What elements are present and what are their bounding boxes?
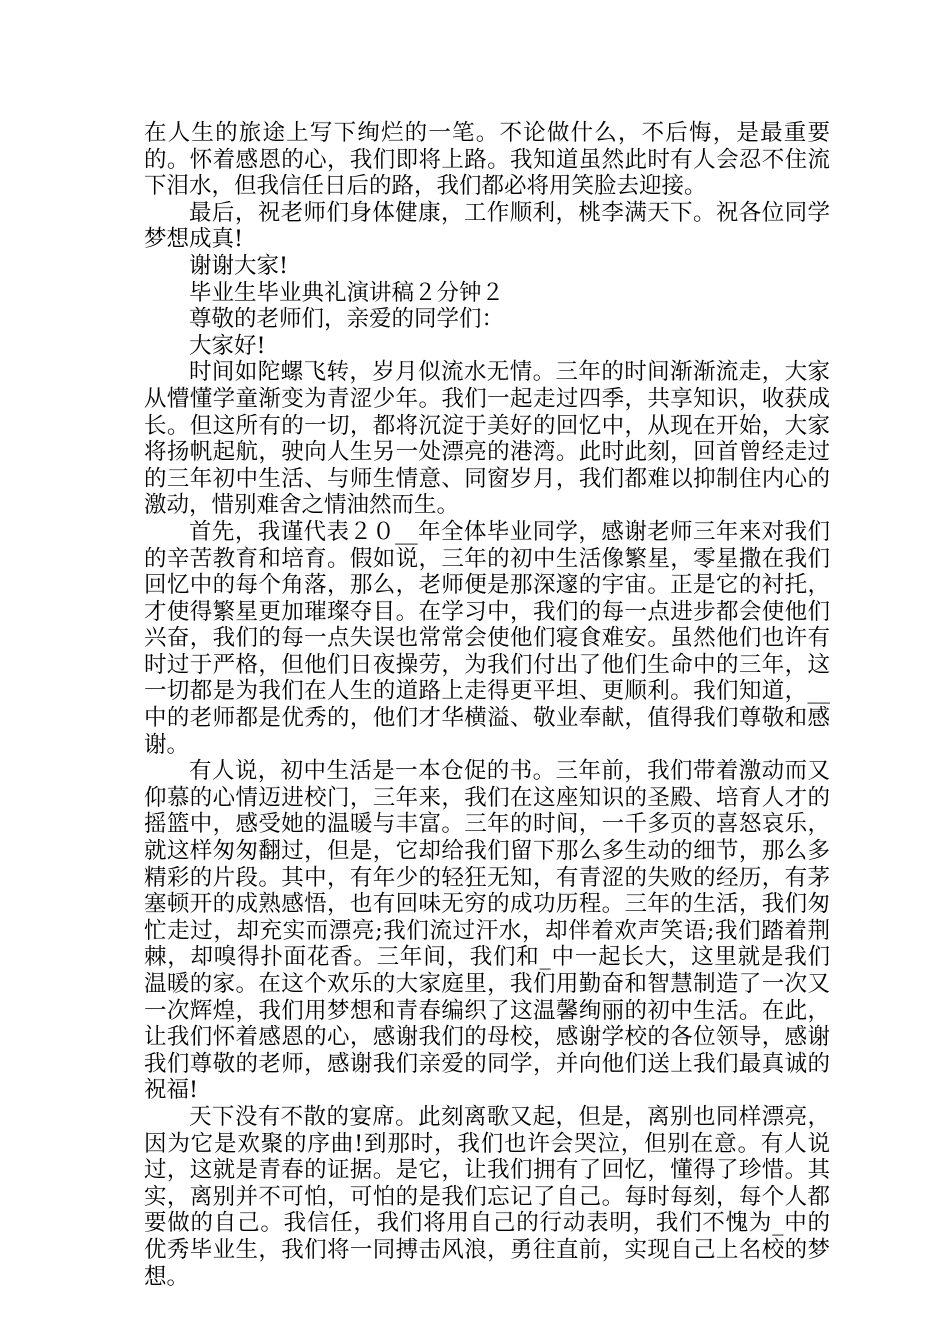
paragraph-10: 天下没有不散的宴席。此刻离歌又起，但是，离别也同样漂亮，因为它是欢聚的序曲!到那时，我们也许会哭泣，但别在意。有人说过，这就是青春的证据。是它，让我们拥有了回忆，懂得了珍惜。其实，离别并不可怕，可怕的是我们忘记了自己。每时每刻，每个人都要做的自己。我信任，我们将用自己的行动表明，我们不愧为_中的优秀毕业生，我们将一同搏击风浪，勇往直前，实现自己上名校的梦想。 [144,1103,830,1290]
document-body [144,120,830,1290]
paragraph-8: 首先，我谨代表２０__年全体毕业同学，感谢老师三年来对我们的辛苦教育和培育。假如说，三年的初中生活像繁星，零星撒在我们回忆中的每个角落，那么，老师便是那深邃的宇宙。正是它的衬托，才使得繁星更加璀璨夺目。在学习中，我们的每一点进步都会使他们兴奋，我们的每一点失误也常常会使他们寝食难安。虽然他们也许有时过于严格，但他们日夜操劳，为我们付出了他们生命中的三年，这一切都是为我们在人生的道路上走得更平坦、更顺利。我们知道，__中的老师都是优秀的，他们才华横溢、敬业奉献，值得我们尊敬和感谢。 [144,518,830,758]
paragraph-1: 在人生的旅途上写下绚烂的一笔。不论做什么，不后悔，是最重要的。怀着感恩的心，我们即将上路。我知道虽然此时有人会忍不住流下泪水，但我信任日后的路，我们都必将用笑脸去迎接。 [144,120,830,200]
paragraph-greeting: 大家好! [189,332,266,359]
paragraph-3: 谢谢大家! [189,252,289,279]
paragraph-7: 时间如陀螺飞转，岁月似流水无情。三年的时间渐渐流走，大家从懵懂学童渐变为青涩少年。我们一起走过四季，共享知识，收获成长。但这所有的一切，都将沉淀于美好的回忆中，从现在开始，大家将扬帆起航，驶向人生另一处漂亮的港湾。此时此刻，回首曾经走过的三年初中生活、与师生情意、同窗岁月，我们都难以抑制住内心的激动，惜别难舍之情油然而生。 [144,359,830,519]
paragraph-title: 毕业生毕业典礼演讲稿２分钟２ [189,279,505,306]
paragraph-2: 最后，祝老师们身体健康，工作顺利，桃李满天下。祝各位同学梦想成真! [144,199,830,253]
paragraph-salutation: 尊敬的老师们，亲爱的同学们： [189,306,505,333]
paragraph-9: 有人说，初中生活是一本仓促的书。三年前，我们带着激动而又仰慕的心情迈进校门，三年来，我们在这座知识的圣殿、培育人才的摇篮中，感受她的温暖与丰富。三年的时间，一千多页的喜怒哀乐，就这样匆匆翻过，但是，它却给我们留下那么多生动的细节，那么多精彩的片段。其中，有年少的轻狂无知，有青涩的失败的经历，有茅塞顿开的成熟感悟，也有回味无穷的成功历程。三年的生活，我们匆忙走过，却充实而漂亮;我们流过汗水，却伴着欢声笑语;我们踏着荆棘，却嗅得扑面花香。三年间，我们和_中一起长大，这里就是我们温暖的家。在这个欢乐的大家庭里，我们用勤奋和智慧制造了一次又一次辉煌，我们用梦想和青春编织了这温馨绚丽的初中生活。在此，让我们怀着感恩的心，感谢我们的母校，感谢学校的各位领导，感谢我们尊敬的老师，感谢我们亲爱的同学，并向他们送上我们最真诚的祝福! [144,758,830,1104]
